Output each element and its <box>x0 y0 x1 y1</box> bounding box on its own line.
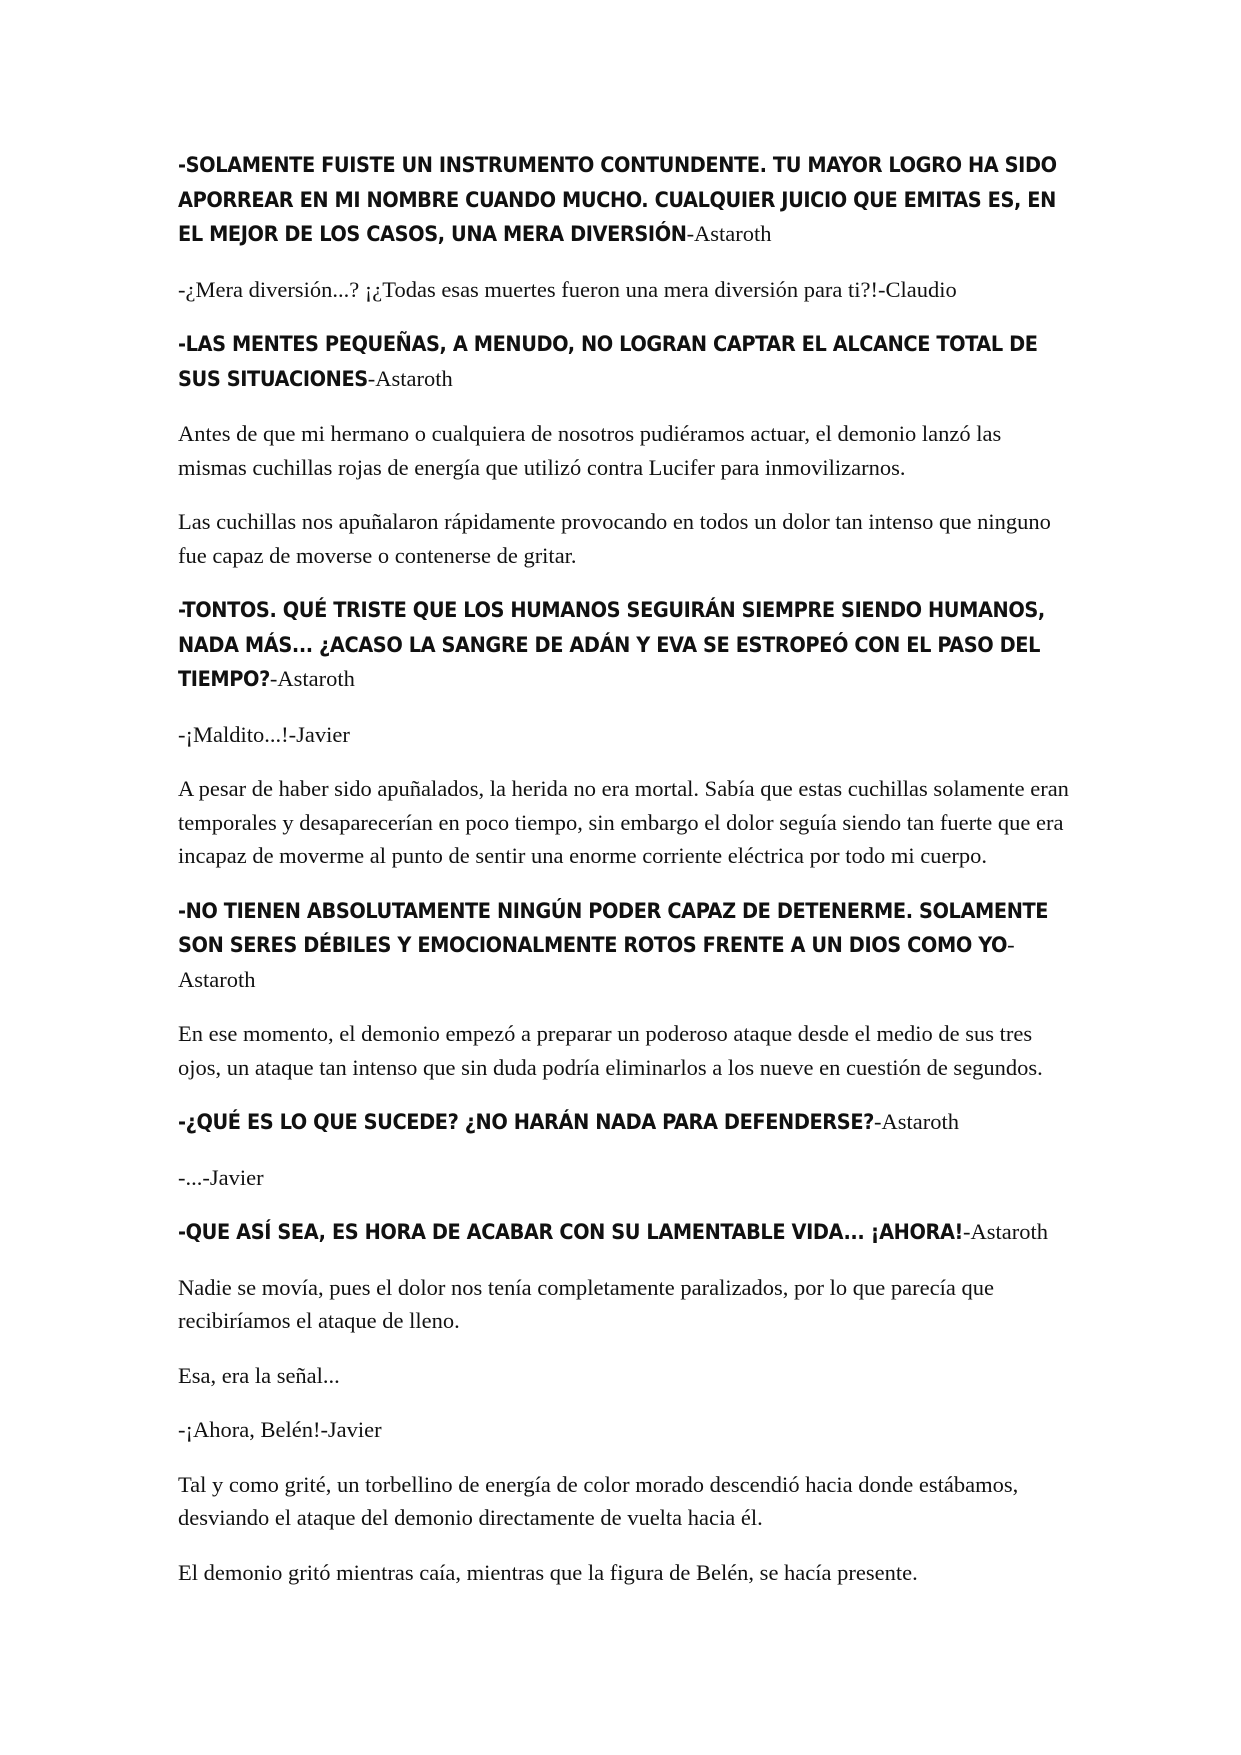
narration-paragraph: En ese momento, el demonio empezó a preparar un poderoso ataque desde el medio de sus tres ojos, un ataque tan intenso que sin duda podría eliminarlos a los nueve en cuestión de segundos. <box>178 1021 1043 1080</box>
demon-speech: -¿QUÉ ES LO QUE SUCEDE? ¿NO HARÁN NADA PARA DEFENDERSE? <box>178 1110 874 1135</box>
dialogue-astaroth <box>178 1105 1074 1140</box>
demon-speech: -NO TIENEN ABSOLUTAMENTE NINGÚN PODER CAPAZ DE DETENERME. SOLAMENTE SON SERES DÉBILES Y EMOCIONALMENTE ROTOS FRENTE A UN DIOS COMO YO <box>178 898 1049 958</box>
demon-speech: -QUE ASÍ SEA, ES HORA DE ACABAR CON SU LAMENTABLE VIDA... ¡AHORA! <box>178 1220 963 1245</box>
speaker-tag: -Astaroth <box>178 932 1015 992</box>
narration-paragraph: Esa, era la señal... <box>178 1362 340 1388</box>
dialogue-astaroth <box>178 593 1074 697</box>
narration-paragraph: Tal y como grité, un torbellino de energía de color morado descendió hacia donde estábamos, desviando el ataque del demonio directamente de vuelta hacia él. <box>178 1471 1019 1530</box>
dialogue-astaroth <box>178 148 1074 252</box>
speaker-tag: -Astaroth <box>269 666 355 691</box>
demon-speech: -SOLAMENTE FUISTE UN INSTRUMENTO CONTUNDENTE. TU MAYOR LOGRO HA SIDO APORREAR EN MI NOMBRE CUANDO MUCHO. CUALQUIER JUICIO QUE EMITAS ES, EN EL MEJOR DE LOS CASOS, UNA MERA DIVERSIÓN <box>178 153 1057 247</box>
speaker-tag: -Astaroth <box>367 365 453 391</box>
narration-paragraph: Antes de que mi hermano o cualquiera de nosotros pudiéramos actuar, el demonio lanzó las mismas cuchillas rojas de energía que utilizó contra Lucifer para inmovilizarnos. <box>178 421 1002 480</box>
speaker-tag: -Astaroth <box>686 221 772 246</box>
demon-speech: -TONTOS. QUÉ TRISTE QUE LOS HUMANOS SEGUIRÁN SIEMPRE SIENDO HUMANOS, NADA MÁS... ¿ACASO LA SANGRE DE ADÁN Y EVA SE ESTROPEÓ CON EL PASO DEL TIEMPO? <box>178 598 1045 692</box>
speaker-tag: -Astaroth <box>962 1219 1048 1244</box>
document-page <box>178 148 1074 1610</box>
narration-paragraph: Las cuchillas nos apuñalaron rápidamente provocando en todos un dolor tan intenso que ninguno fue capaz de moverse o contenerse de gritar. <box>178 509 1051 568</box>
dialogue-javier: -¡Ahora, Belén!-Javier <box>178 1417 382 1442</box>
dialogue-astaroth <box>178 1215 1074 1250</box>
demon-speech: -LAS MENTES PEQUEÑAS, A MENUDO, NO LOGRAN CAPTAR EL ALCANCE TOTAL DE SUS SITUACIONES <box>178 332 1038 392</box>
dialogue-astaroth <box>178 327 1074 396</box>
dialogue-javier: -...-Javier <box>178 1164 264 1190</box>
dialogue-javier: -¡Maldito...!-Javier <box>178 721 350 747</box>
dialogue-claudio: -¿Mera diversión...? ¡¿Todas esas muertes fueron una mera diversión para ti?!-Claudio <box>178 276 957 302</box>
narration-paragraph: El demonio gritó mientras caía, mientras que la figura de Belén, se hacía presente. <box>178 1559 918 1585</box>
narration-paragraph: Nadie se movía, pues el dolor nos tenía completamente paralizados, por lo que parecía que recibiríamos el ataque de lleno. <box>178 1274 994 1333</box>
narration-paragraph: A pesar de haber sido apuñalados, la herida no era mortal. Sabía que estas cuchillas solamente eran temporales y desaparecerían en poco tiempo, sin embargo el dolor seguía siendo tan fuerte que era incapaz de moverme al punto de sentir una enorme corriente eléctrica por todo mi cuerpo. <box>178 776 1069 868</box>
dialogue-astaroth <box>178 894 1074 997</box>
speaker-tag: -Astaroth <box>873 1109 959 1134</box>
